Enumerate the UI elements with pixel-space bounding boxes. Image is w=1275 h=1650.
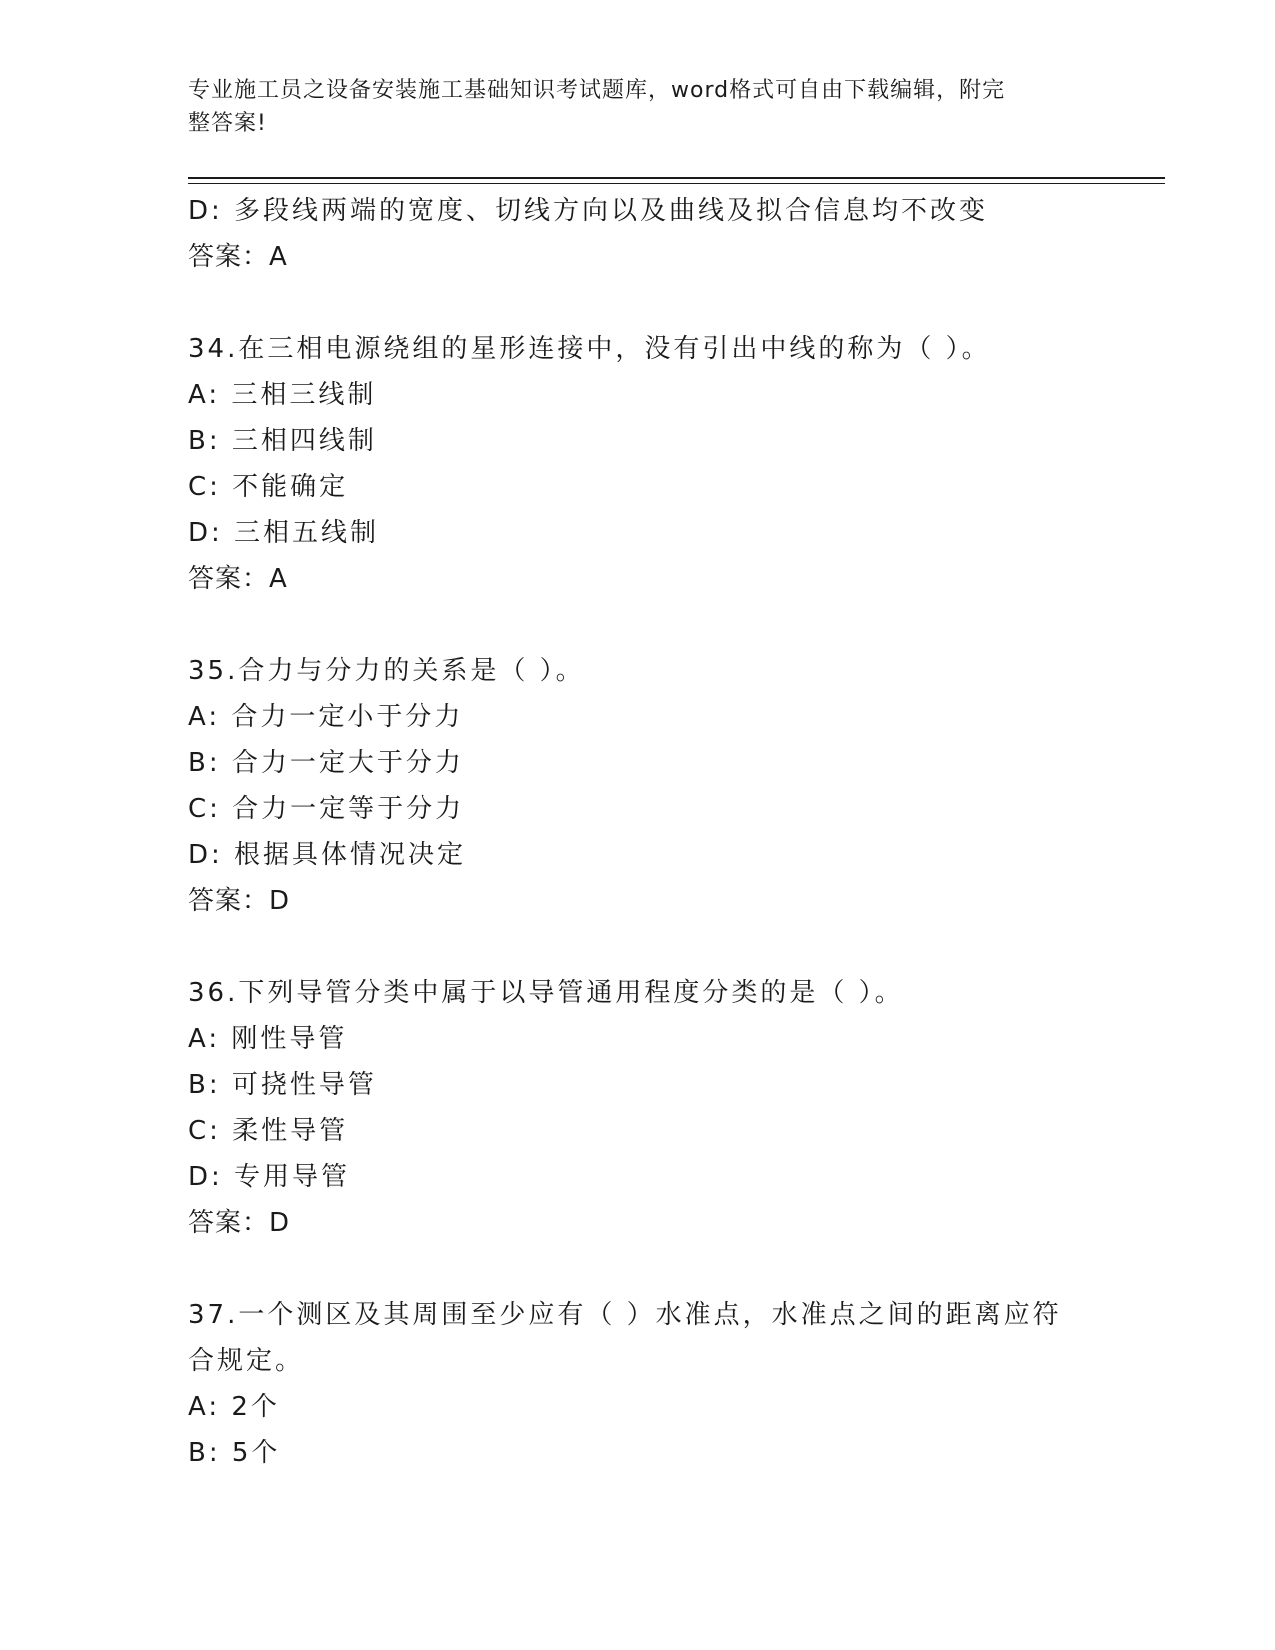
- header-divider-thick: [188, 177, 1165, 179]
- header-title-line-1: 专业施工员之设备安装施工基础知识考试题库，word格式可自由下载编辑，附完: [188, 78, 1006, 103]
- option-c: C: 柔性导管: [188, 1116, 349, 1146]
- option-c: C: 不能确定: [188, 472, 349, 502]
- question-stem: 36.下列导管分类中属于以导管通用程度分类的是（ ）。: [188, 978, 904, 1008]
- option-a: A: 三相三线制: [188, 380, 377, 410]
- answer: 答案：A: [188, 564, 288, 594]
- option-d: D: 专用导管: [188, 1162, 351, 1192]
- option-b: B: 合力一定大于分力: [188, 748, 464, 778]
- spacer: [188, 280, 1088, 326]
- document-body: [188, 188, 1088, 1476]
- question-stem-line-1: 37.一个测区及其周围至少应有（ ）水准点，水准点之间的距离应符: [188, 1300, 1062, 1330]
- option-d: D: 三相五线制: [188, 518, 380, 548]
- answer: 答案：D: [188, 886, 291, 916]
- header-divider-thin: [188, 183, 1165, 184]
- option-a: A: 刚性导管: [188, 1024, 348, 1054]
- prev-question-option-d: D: 多段线两端的宽度、切线方向以及曲线及拟合信息均不改变: [188, 196, 989, 226]
- answer: 答案：D: [188, 1208, 291, 1238]
- option-b: B: 5个: [188, 1438, 281, 1468]
- question-stem: 34.在三相电源绕组的星形连接中，没有引出中线的称为（ ）。: [188, 334, 991, 364]
- option-c: C: 合力一定等于分力: [188, 794, 465, 824]
- prev-question-answer: 答案：A: [188, 242, 288, 272]
- spacer: [188, 924, 1088, 970]
- option-a: A: 合力一定小于分力: [188, 702, 464, 732]
- option-b: B: 三相四线制: [188, 426, 377, 456]
- question-stem-line-2: 合规定。: [188, 1346, 305, 1376]
- header-title-line-2: 整答案!: [188, 111, 267, 136]
- page-header: [188, 74, 1068, 140]
- option-b: B: 可挠性导管: [188, 1070, 377, 1100]
- spacer: [188, 1246, 1088, 1292]
- option-a: A: 2个: [188, 1392, 280, 1422]
- option-d: D: 根据具体情况决定: [188, 840, 467, 870]
- question-stem: 35.合力与分力的关系是（ ）。: [188, 656, 585, 686]
- spacer: [188, 602, 1088, 648]
